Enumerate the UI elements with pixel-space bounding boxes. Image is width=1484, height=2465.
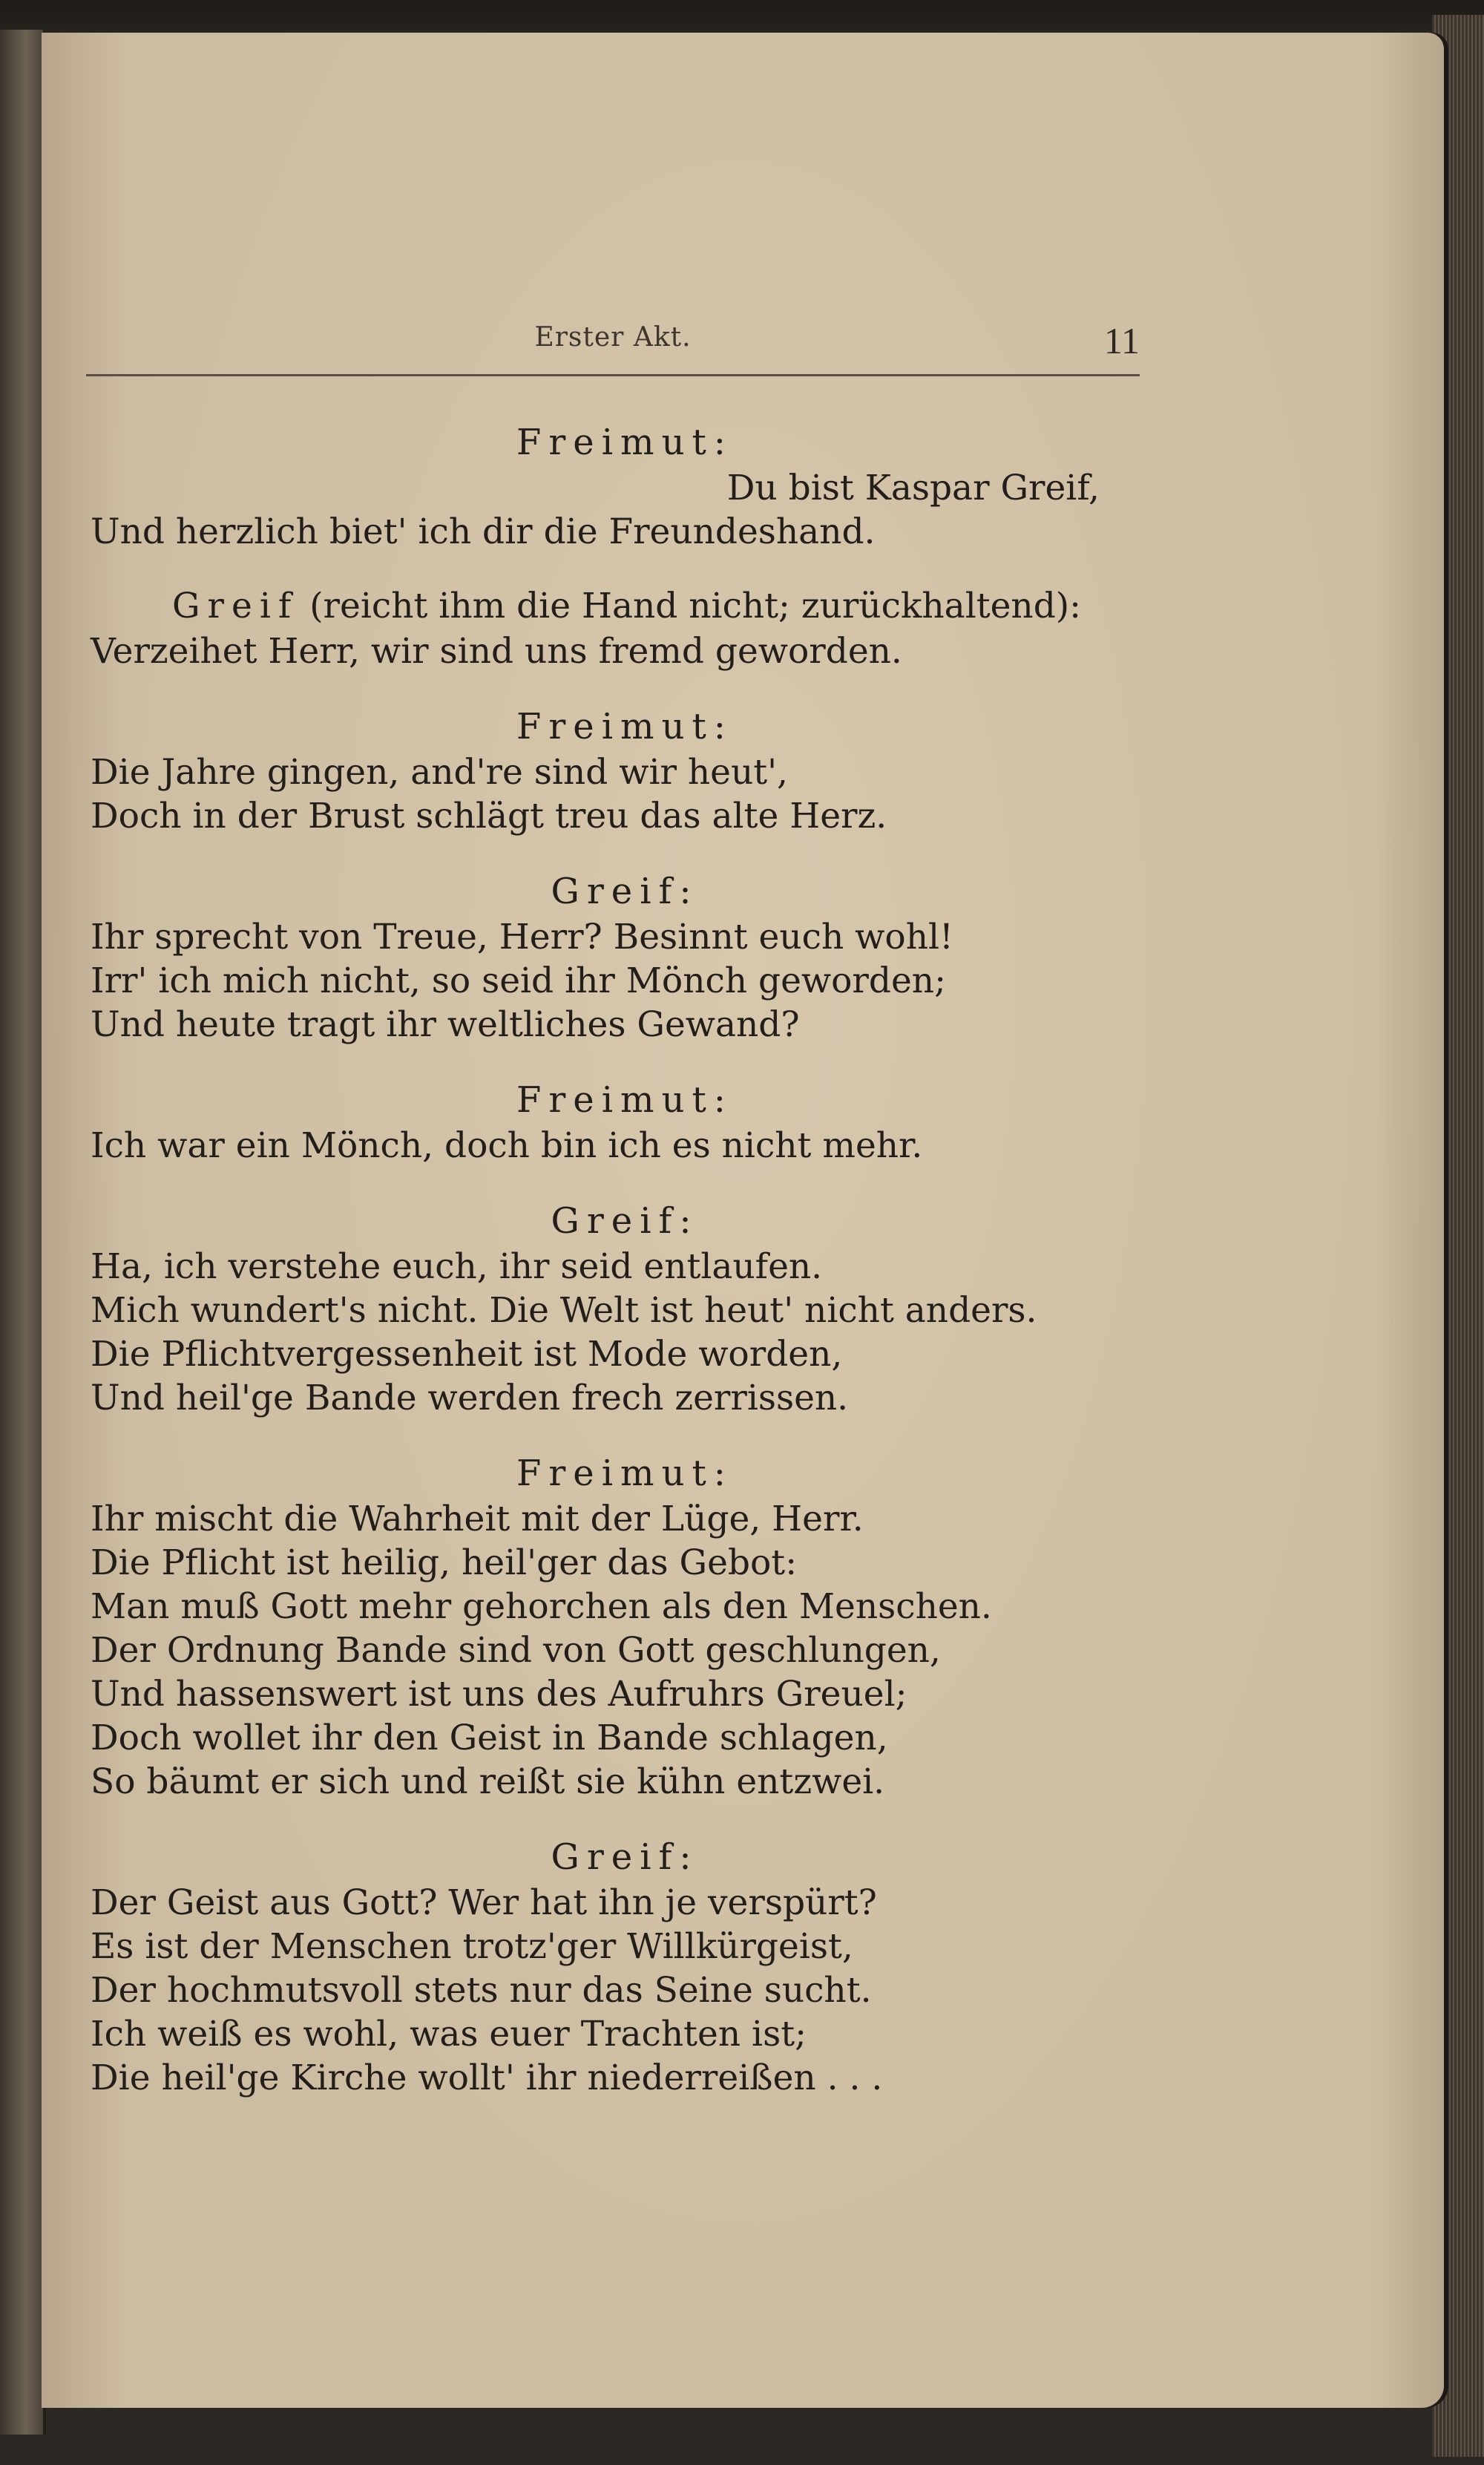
verse-line: Und herzlich biet' ich dir die Freundeshand. (91, 511, 876, 552)
speaker-heading: Greif: (551, 871, 699, 912)
running-head: Erster Akt. (534, 322, 692, 353)
verse-line: Der Ordnung Bande sind von Gott geschlungen, (91, 1630, 941, 1671)
verse-line: Ha, ich verstehe euch, ihr seid entlaufen. (91, 1246, 823, 1287)
verse-line: Ich war ein Mönch, doch bin ich es nicht mehr. (91, 1125, 923, 1166)
verse-line: Die heil'ge Kirche wollt' ihr niederreißen . . . (91, 2058, 883, 2098)
verse-line: Verzeihet Herr, wir sind uns fremd geworden. (91, 631, 902, 672)
verse-line: So bäumt er sich und reißt sie kühn entzwei. (91, 1761, 885, 1802)
verse-line: Doch in der Brust schlägt treu das alte Herz. (91, 796, 887, 837)
play-text (91, 419, 1159, 2100)
verse-line: Mich wundert's nicht. Die Welt ist heut' nicht anders. (91, 1290, 1037, 1331)
speaker-heading: Freimut: (516, 1453, 733, 1494)
verse-line: Und heil'ge Bande werden frech zerrissen. (91, 1378, 849, 1418)
verse-line: Du bist Kaspar Greif, (726, 468, 1100, 508)
speaker-with-direction (91, 583, 1159, 629)
speaker-name: Greif (172, 586, 299, 626)
verse-line: Irr' ich mich nicht, so seid ihr Mönch geworden; (91, 960, 946, 1001)
verse-line: Die Jahre gingen, and're sind wir heut', (91, 752, 788, 793)
verse-line: Ich weiß es wohl, was euer Trachten ist; (91, 2014, 807, 2055)
verse-line: Die Pflicht ist heilig, heil'ger das Gebot: (91, 1542, 798, 1583)
speaker-heading: Greif: (551, 1200, 699, 1242)
verse-line: Die Pflichtvergessenheit ist Mode worden, (91, 1334, 843, 1375)
speaker-heading: Greif: (551, 1836, 699, 1878)
previous-page-edge (0, 30, 46, 2435)
speaker-heading: Freimut: (516, 422, 733, 463)
verse-line: Der Geist aus Gott? Wer hat ihn je verspürt? (91, 1882, 877, 1923)
verse-line: Ihr mischt die Wahrheit mit der Lüge, Herr. (91, 1499, 864, 1539)
page-number: 11 (1103, 320, 1140, 361)
speaker-heading: Freimut: (516, 706, 733, 747)
speaker-heading: Freimut: (516, 1079, 733, 1121)
stage-direction: (reicht ihm die Hand nicht; zurückhaltend): (309, 586, 1081, 626)
verse-line: Der hochmutsvoll stets nur das Seine sucht. (91, 1970, 872, 2011)
verse-line: Es ist der Menschen trotz'ger Willkürgeist, (91, 1926, 853, 1967)
verse-line: Und heute tragt ihr weltliches Gewand? (91, 1004, 800, 1045)
verse-line: Ihr sprecht von Treue, Herr? Besinnt euch wohl! (91, 917, 953, 957)
verse-line: Man muß Gott mehr gehorchen als den Menschen. (91, 1586, 992, 1627)
verse-line: Doch wollet ihr den Geist in Bande schlagen, (91, 1718, 888, 1758)
verse-line: Und hassenswert ist uns des Aufruhrs Greuel; (91, 1674, 907, 1715)
page-header (86, 292, 1140, 376)
book-page (42, 33, 1444, 2408)
